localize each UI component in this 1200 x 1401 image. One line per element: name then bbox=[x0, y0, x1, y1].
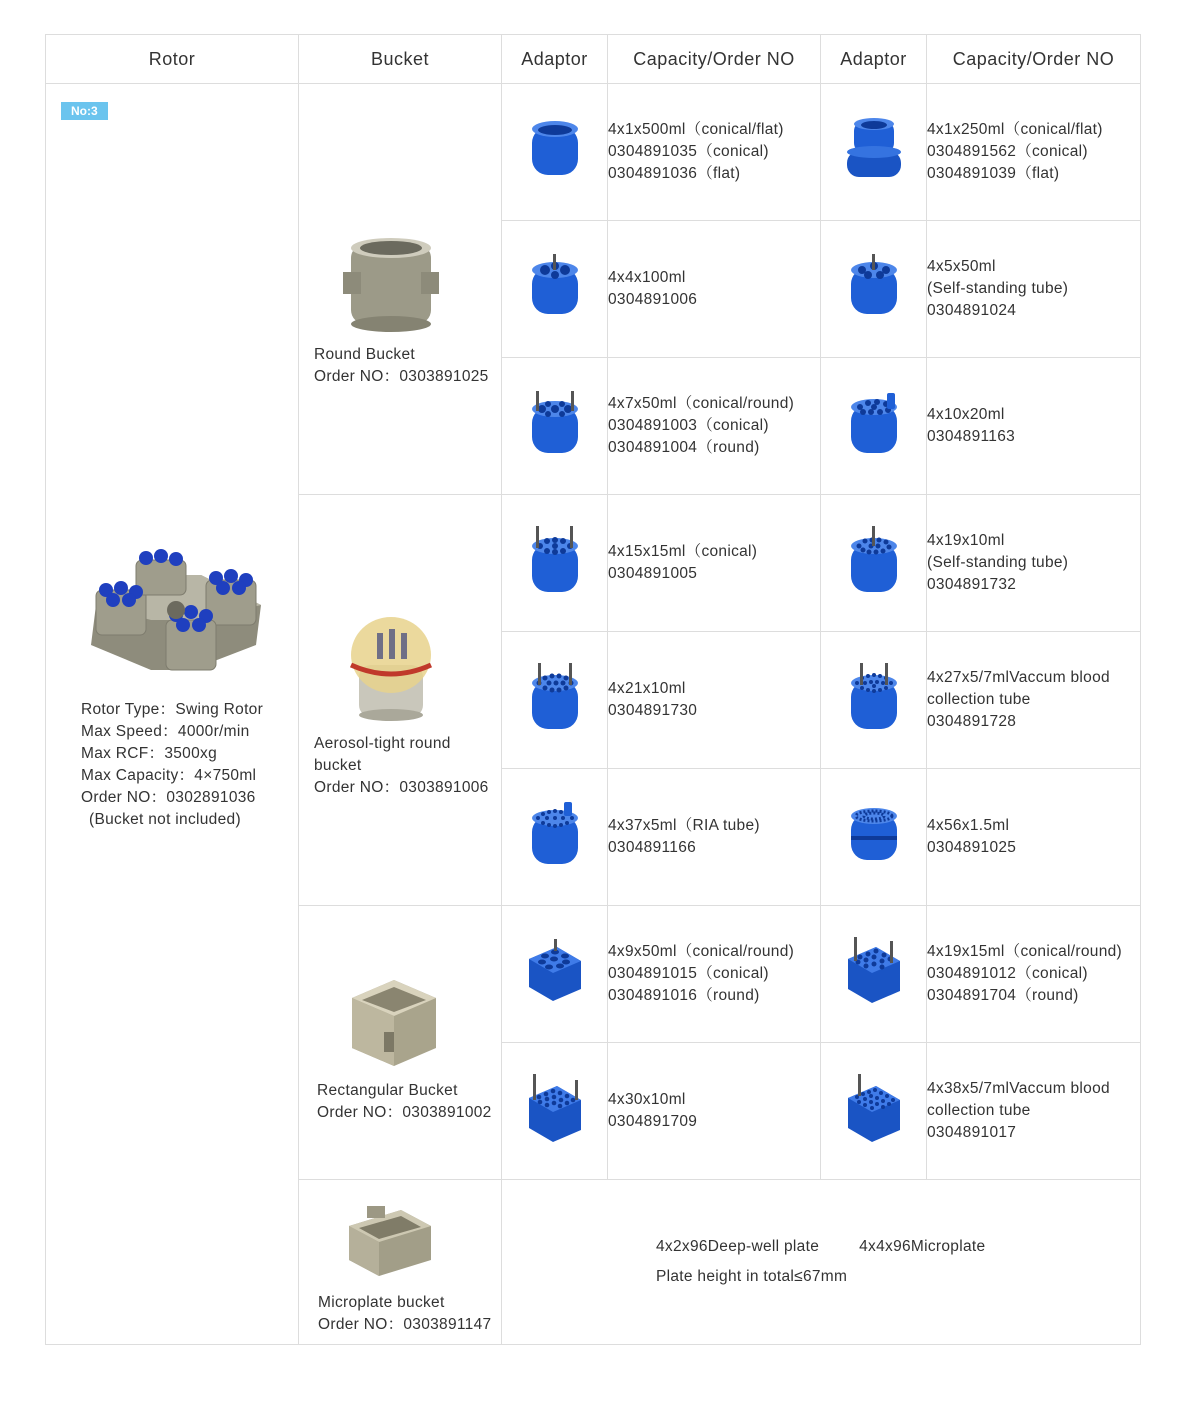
capacity-text: 4x21x10ml bbox=[608, 680, 686, 697]
order-no-text: 0304891704（round) bbox=[927, 987, 1079, 1004]
adaptor-10-hole-icon bbox=[847, 391, 901, 457]
rotor-max-capacity: Max Capacity：4×750ml bbox=[81, 767, 257, 784]
adaptor-30-hole-square-icon bbox=[525, 1074, 585, 1144]
capacity-text: 4x30x10ml bbox=[608, 1091, 686, 1108]
capacity-text: 4x1x500ml（conical/flat) bbox=[608, 121, 784, 138]
bucket-order-no: Order NO：0303891147 bbox=[318, 1316, 492, 1333]
round-bucket-image bbox=[341, 234, 441, 334]
order-no-text: 0304891035（conical) bbox=[608, 143, 769, 160]
bucket-name: Microplate bucket bbox=[318, 1294, 445, 1311]
capacity-cell bbox=[927, 495, 1141, 632]
adaptor-250ml-icon bbox=[844, 117, 904, 183]
aerosol-bucket-image bbox=[341, 613, 441, 723]
bucket-order-no: Order NO：0303891006 bbox=[314, 779, 489, 796]
rotor-order-no: Order NO：0302891036 bbox=[81, 789, 256, 806]
capacity-cell bbox=[608, 769, 821, 906]
plate-info-cell bbox=[502, 1180, 1141, 1345]
capacity-cell bbox=[927, 84, 1141, 221]
order-no-text: 0304891016（round) bbox=[608, 987, 760, 1004]
capacity-text: 4x5x50ml bbox=[927, 258, 996, 275]
adaptor-image-cell bbox=[502, 906, 608, 1043]
capacity-cell bbox=[927, 769, 1141, 906]
adaptor-19-hole-icon bbox=[847, 526, 901, 596]
adaptor-5-hole-icon bbox=[847, 254, 901, 320]
adaptor-image-cell bbox=[821, 84, 927, 221]
capacity-text: 4x7x50ml（conical/round) bbox=[608, 395, 795, 412]
header-rotor: Rotor bbox=[46, 35, 299, 84]
microplate-bucket-cell bbox=[299, 1180, 502, 1345]
order-no-text: 0304891730 bbox=[608, 702, 698, 719]
adaptor-image-cell bbox=[502, 1043, 608, 1180]
adaptor-38-hole-square-icon bbox=[844, 1074, 904, 1144]
adaptor-19-hole-square-icon bbox=[844, 937, 904, 1007]
order-no-text: 0304891006 bbox=[608, 291, 698, 308]
capacity-text: 4x19x10ml bbox=[927, 532, 1005, 549]
header-adaptor: Adaptor bbox=[502, 35, 608, 84]
adaptor-37-hole-icon bbox=[528, 802, 582, 868]
order-no-text: 0304891024 bbox=[927, 302, 1017, 319]
bucket-order-no: Order NO：0303891025 bbox=[314, 368, 489, 385]
plate-height-text: Plate height in total≤67mm bbox=[656, 1268, 848, 1285]
adaptor-image-cell bbox=[502, 358, 608, 495]
capacity-cell bbox=[927, 221, 1141, 358]
adaptor-image-cell bbox=[502, 769, 608, 906]
tube-type-text: (Self-standing tube) bbox=[927, 554, 1069, 571]
order-no-text: 0304891562（conical) bbox=[927, 143, 1088, 160]
capacity-text: 4x4x100ml bbox=[608, 269, 686, 286]
header-capacity: Capacity/Order NO bbox=[608, 35, 821, 84]
order-no-text: 0304891004（round) bbox=[608, 439, 760, 456]
bucket-order-no: Order NO：0303891002 bbox=[317, 1103, 492, 1121]
order-no-text: 0304891017 bbox=[927, 1124, 1017, 1141]
adaptor-image-cell bbox=[821, 906, 927, 1043]
capacity-text: 4x27x5/7mlVaccum blood bbox=[927, 669, 1110, 686]
capacity-cell bbox=[608, 221, 821, 358]
bucket-name: Aerosol-tight round bbox=[314, 735, 451, 752]
order-no-text: 0304891166 bbox=[608, 839, 697, 856]
order-no-text: 0304891163 bbox=[927, 428, 1016, 445]
header-bucket: Bucket bbox=[299, 35, 502, 84]
capacity-text: 4x38x5/7mlVaccum blood bbox=[927, 1080, 1110, 1097]
tube-type-text: collection tube bbox=[927, 691, 1031, 708]
order-no-text: 0304891709 bbox=[608, 1113, 698, 1130]
header-adaptor: Adaptor bbox=[821, 35, 927, 84]
capacity-text: 4x10x20ml bbox=[927, 406, 1005, 423]
deep-well-plate-text: 4x2x96Deep-well plate bbox=[656, 1238, 820, 1255]
adaptor-4-hole-icon bbox=[528, 254, 582, 320]
capacity-text: 4x15x15ml（conical) bbox=[608, 543, 758, 560]
tube-type-text: collection tube bbox=[927, 1102, 1031, 1119]
adaptor-21-hole-icon bbox=[528, 663, 582, 733]
capacity-cell bbox=[608, 632, 821, 769]
adaptor-7-hole-icon bbox=[528, 391, 582, 457]
capacity-cell bbox=[927, 1043, 1141, 1180]
adaptor-27-hole-icon bbox=[847, 663, 901, 733]
adaptor-image-cell bbox=[821, 1043, 927, 1180]
rotor-type: Rotor Type：Swing Rotor bbox=[81, 701, 264, 718]
plate-info bbox=[502, 1232, 1140, 1292]
capacity-cell bbox=[608, 906, 821, 1043]
adaptor-image-cell bbox=[502, 221, 608, 358]
capacity-text: 4x37x5ml（RIA tube) bbox=[608, 817, 760, 834]
order-no-text: 0304891012（conical) bbox=[927, 965, 1088, 982]
order-no-text: 0304891039（flat) bbox=[927, 165, 1060, 182]
order-no-text: 0304891036（flat) bbox=[608, 165, 741, 182]
order-no-text: 0304891015（conical) bbox=[608, 965, 769, 982]
rotor-cell bbox=[46, 84, 299, 1345]
round-bucket-cell bbox=[299, 84, 502, 495]
bucket-name: Rectangular Bucket bbox=[317, 1081, 458, 1099]
capacity-text: 4x1x250ml（conical/flat) bbox=[927, 121, 1103, 138]
swing-rotor-image bbox=[81, 550, 266, 680]
capacity-text: 4x19x15ml（conical/round) bbox=[927, 943, 1123, 960]
header-row bbox=[46, 35, 1141, 84]
capacity-text: 4x9x50ml（conical/round) bbox=[608, 943, 795, 960]
bucket-name: Round Bucket bbox=[314, 346, 415, 363]
rotor-number-badge: No:3 bbox=[61, 102, 108, 120]
capacity-text: 4x56x1.5ml bbox=[927, 817, 1010, 834]
order-no-text: 0304891728 bbox=[927, 713, 1017, 730]
rectangular-bucket-cell bbox=[299, 906, 502, 1180]
capacity-cell bbox=[608, 358, 821, 495]
order-no-text: 0304891732 bbox=[927, 576, 1017, 593]
adaptor-500ml-icon bbox=[528, 119, 582, 181]
rotor-max-speed: Max Speed：4000r/min bbox=[81, 723, 250, 740]
microplate-bucket-image bbox=[345, 1202, 435, 1282]
rectangular-bucket-image bbox=[344, 970, 444, 1070]
adaptor-9-hole-square-icon bbox=[525, 939, 585, 1005]
rotor-max-rcf: Max RCF：3500xg bbox=[81, 745, 217, 762]
adaptor-image-cell bbox=[502, 632, 608, 769]
adaptor-image-cell bbox=[821, 769, 927, 906]
adaptor-image-cell bbox=[821, 221, 927, 358]
adaptor-56-hole-icon bbox=[847, 804, 901, 866]
microplate-text: 4x4x96Microplate bbox=[859, 1238, 986, 1255]
order-no-text: 0304891003（conical) bbox=[608, 417, 769, 434]
order-no-text: 0304891005 bbox=[608, 565, 698, 582]
adaptor-image-cell bbox=[821, 495, 927, 632]
capacity-cell bbox=[927, 358, 1141, 495]
adaptor-15-hole-icon bbox=[528, 526, 582, 596]
header-capacity: Capacity/Order NO bbox=[927, 35, 1141, 84]
adaptor-image-cell bbox=[502, 84, 608, 221]
adaptor-image-cell bbox=[821, 358, 927, 495]
capacity-cell bbox=[927, 632, 1141, 769]
tube-type-text: (Self-standing tube) bbox=[927, 280, 1069, 297]
rotor-spec-table bbox=[45, 34, 1141, 1345]
adaptor-image-cell bbox=[821, 632, 927, 769]
order-no-text: 0304891025 bbox=[927, 839, 1017, 856]
aerosol-bucket-cell bbox=[299, 495, 502, 906]
capacity-cell bbox=[608, 1043, 821, 1180]
capacity-cell bbox=[927, 906, 1141, 1043]
capacity-cell bbox=[608, 495, 821, 632]
adaptor-image-cell bbox=[502, 495, 608, 632]
bucket-name: bucket bbox=[314, 757, 362, 774]
rotor-note: (Bucket not included) bbox=[89, 811, 241, 828]
table-row bbox=[46, 84, 1141, 221]
rotor-spec-text bbox=[81, 699, 266, 831]
capacity-cell bbox=[608, 84, 821, 221]
